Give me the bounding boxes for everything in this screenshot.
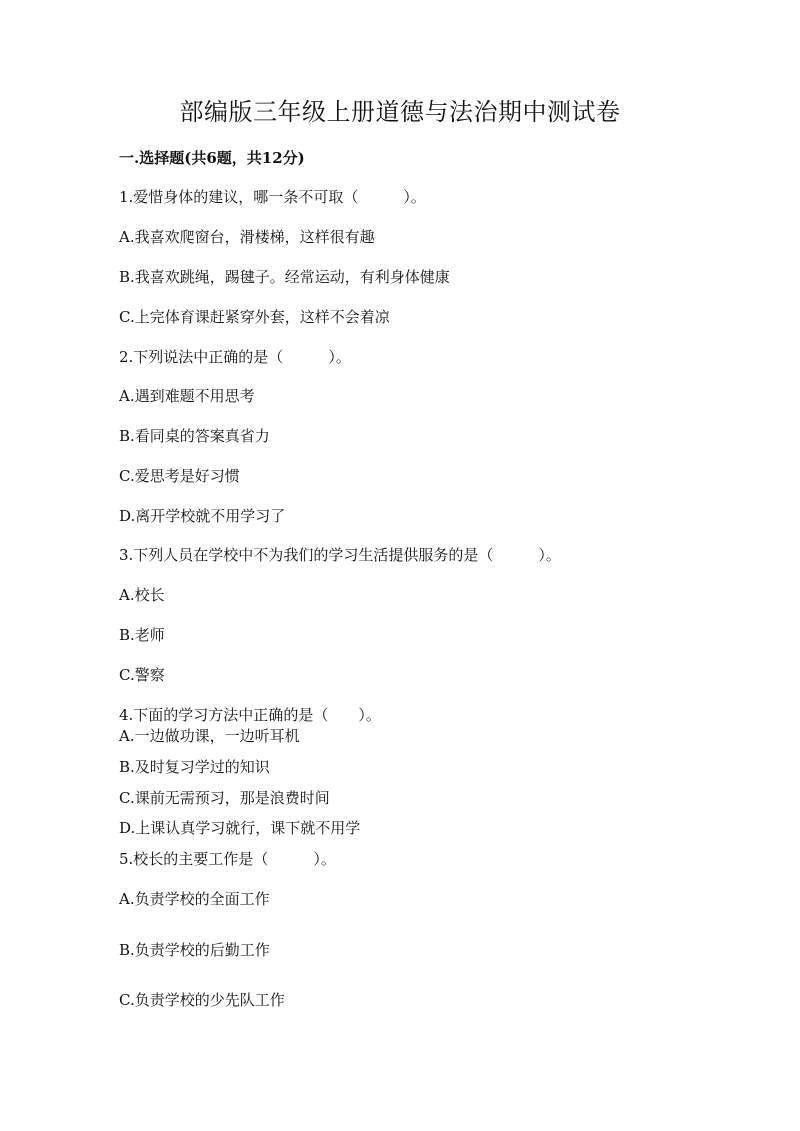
- question-2-option-a: A.遇到难题不用思考: [119, 387, 255, 405]
- question-2-option-d: D.离开学校就不用学习了: [119, 507, 286, 525]
- question-5-option-a: A.负责学校的全面工作: [119, 890, 270, 908]
- question-4-stem: 4.下面的学习方法中正确的是（ ）。: [119, 706, 381, 724]
- question-3-option-c: C.警察: [119, 666, 165, 684]
- page-title: 部编版三年级上册道德与法治期中测试卷: [179, 98, 621, 126]
- question-5-option-c: C.负责学校的少先队工作: [119, 991, 285, 1009]
- question-3-stem: 3.下列人员在学校中不为我们的学习生活提供服务的是（ ）。: [119, 546, 561, 564]
- question-5-stem: 5.校长的主要工作是（ ）。: [119, 850, 336, 868]
- question-2-option-b: B.看同桌的答案真省力: [119, 427, 270, 445]
- question-3-option-b: B.老师: [119, 626, 165, 644]
- question-1-option-a: A.我喜欢爬窗台，滑楼梯，这样很有趣: [119, 228, 375, 246]
- question-1-option-c: C.上完体育课赶紧穿外套，这样不会着凉: [119, 308, 390, 326]
- question-4-option-a: A.一边做功课，一边听耳机: [119, 727, 300, 745]
- question-5-option-b: B.负责学校的后勤工作: [119, 941, 270, 959]
- question-2-option-c: C.爱思考是好习惯: [119, 467, 240, 485]
- question-1-option-b: B.我喜欢跳绳，踢毽子。经常运动，有利身体健康: [119, 268, 450, 286]
- question-2-stem: 2.下列说法中正确的是（ ）。: [119, 348, 351, 366]
- question-4-option-d: D.上课认真学习就行，课下就不用学: [119, 819, 361, 837]
- question-3-option-a: A.校长: [119, 586, 165, 604]
- section-heading: 一.选择题(共6题，共12分): [119, 149, 305, 167]
- question-1-stem: 1.爱惜身体的建议，哪一条不可取（ ）。: [119, 188, 426, 206]
- question-4-option-c: C.课前无需预习，那是浪费时间: [119, 789, 330, 807]
- question-4-option-b: B.及时复习学过的知识: [119, 758, 270, 776]
